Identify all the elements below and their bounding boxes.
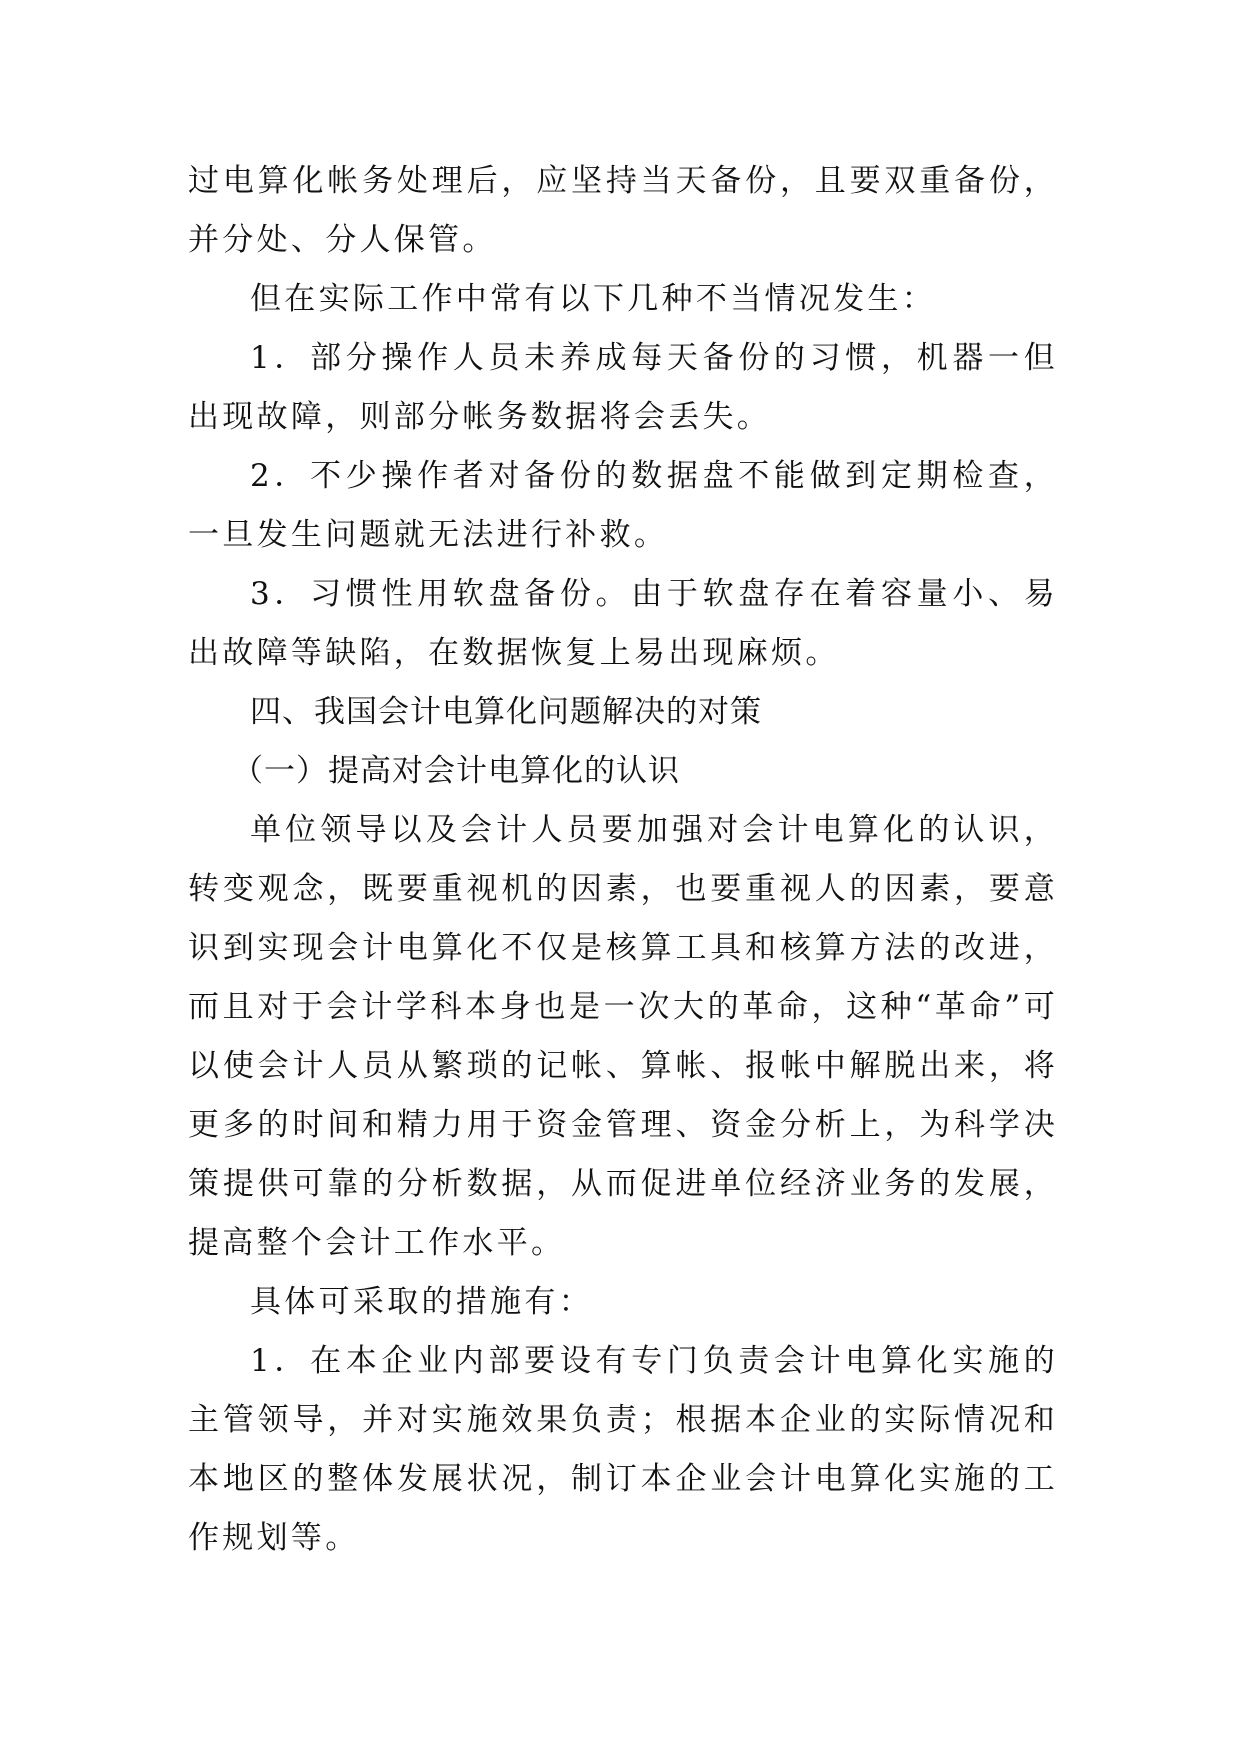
section-heading: 四、我国会计电算化问题解决的对策 [250,694,762,730]
paragraph-awareness: 单位领导以及会计人员要加强对会计电算化的认识，转变观念，既要重视机的因素，也要重视人的因素，要意识到实现会计电算化不仅是核算工具和核算方法的改进，而且对于会计学科本身也是一次大的革命，这种“革命”可以使会计人员从繁琐的记帐、算帐、报帐中解脱出来，将更多的时间和精力用于资金管理、资金分析上，为科学决策提供可靠的分析数据，从而促进单位经济业务的发展，提高整个会计工作水平。 [188,812,1058,1261]
paragraph-backup-continuation: 过电算化帐务处理后，应坚持当天备份，且要双重备份，并分处、分人保管。 [188,163,1058,258]
paragraph-case-3: 3．习惯性用软盘备份。由于软盘存在着容量小、易出故障等缺陷，在数据恢复上易出现麻烦。 [188,576,1058,671]
paragraph-measure-1: 1．在本企业内部要设有专门负责会计电算化实施的主管领导，并对实施效果负责；根据本企业的实际情况和本地区的整体发展状况，制订本企业会计电算化实施的工作规划等。 [188,1343,1058,1556]
paragraph-measures-intro: 具体可采取的措施有： [250,1284,593,1320]
paragraph-improper-cases-intro: 但在实际工作中常有以下几种不当情况发生： [250,281,936,317]
paragraph-case-2: 2．不少操作者对备份的数据盘不能做到定期检查，一旦发生问题就无法进行补救。 [188,458,1058,553]
paragraph-case-1: 1．部分操作人员未养成每天备份的习惯，机器一但出现故障，则部分帐务数据将会丢失。 [188,340,1058,435]
subsection-heading: （一）提高对会计电算化的认识 [232,753,680,789]
document-body [188,152,1058,1568]
